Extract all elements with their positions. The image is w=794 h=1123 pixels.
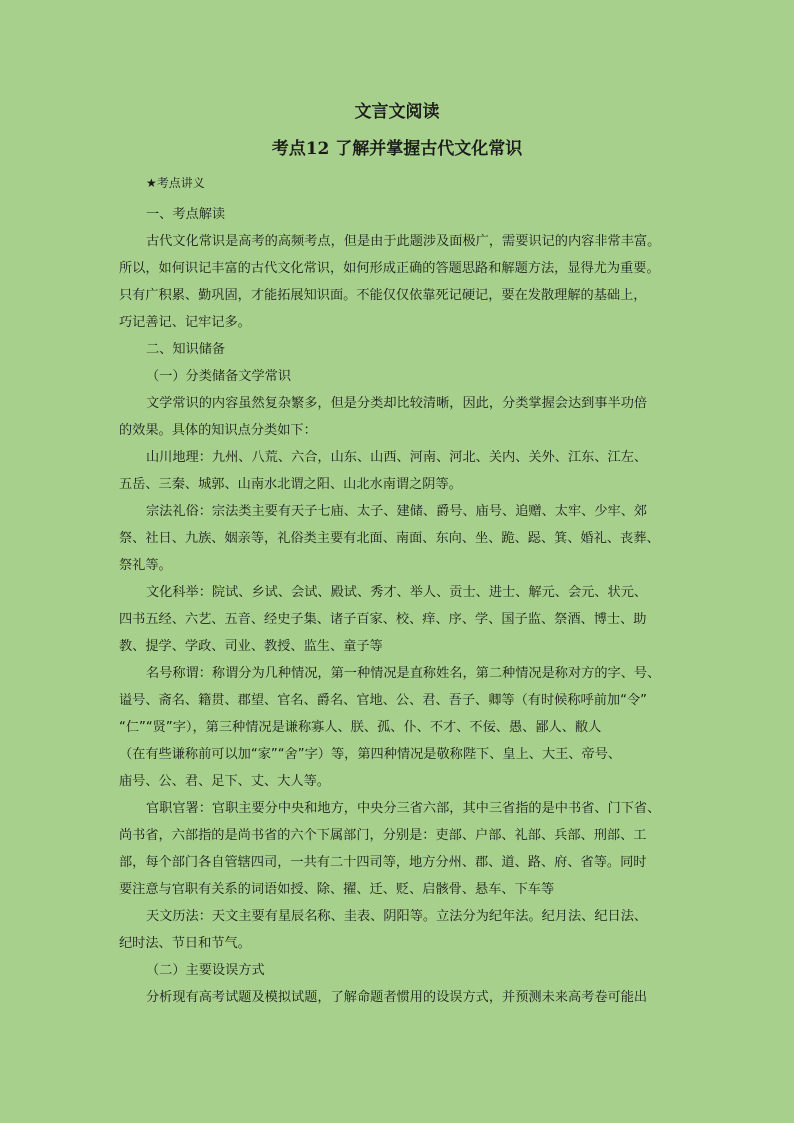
paragraph-line: 庙号、公、君、足下、丈、大人等。	[119, 774, 330, 789]
paragraph-line: 巧记善记、记牢记多。	[119, 315, 251, 330]
paragraph-line: 的效果。具体的知识点分类如下：	[119, 423, 317, 438]
paragraph-line: 谥号、斋名、籍贯、郡望、官名、爵名、官地、公、君、吾子、卿等（有时候称呼前加“令”	[119, 693, 647, 708]
paragraph-line: 祭、社日、九族、姻亲等，礼俗类主要有北面、南面、东向、坐、跪、跽、箕、婚礼、丧葬、	[119, 531, 660, 546]
paragraph-line: 古代文化常识是高考的高频考点，但是由于此题涉及面极广，需要识记的内容非常丰富。	[146, 234, 661, 249]
paragraph-line: 分析现有高考试题及模拟试题，了解命题者惯用的设误方式，并预测未来高考卷可能出	[146, 990, 648, 1005]
paragraph-line: 宗法礼俗：宗法类主要有天子七庙、太子、建储、爵号、庙号、追赠、太牢、少牢、郊	[146, 504, 648, 519]
paragraph-line: 尚书省，六部指的是尚书省的六个下属部门，分别是：吏部、户部、礼部、兵部、刑部、工	[119, 828, 647, 843]
paragraph-line: 官职官署：官职主要分中央和地方，中央分三省六部，其中三省指的是中书省、门下省、	[146, 801, 661, 816]
section-marker: ★考点讲义	[146, 176, 205, 190]
paragraph-line: 文化科举：院试、乡试、会试、殿试、秀才、举人、贡士、进士、解元、会元、状元、	[146, 585, 648, 600]
paragraph-line: 教、提学、学政、司业、教授、监生、童子等	[119, 639, 383, 654]
paragraph-line: 天文历法：天文主要有星辰名称、圭表、阴阳等。立法分为纪年法。纪月法、纪日法、	[146, 909, 648, 924]
paragraph-line: 纪时法、节日和节气。	[119, 936, 251, 951]
paragraph-line: 要注意与官职有关系的词语如授、除、擢、迁、贬、启骸骨、悬车、下车等	[119, 882, 555, 897]
paragraph-line: 名号称谓：称谓分为几种情况，第一种情况是直称姓名，第二种情况是称对方的字、号、	[146, 666, 661, 681]
document-title: 文言文阅读	[354, 102, 440, 122]
paragraph-line: “仁”“贤”字），第三种情况是谦称寡人、朕、孤、仆、不才、不佞、愚、鄙人、敝人	[119, 720, 602, 735]
paragraph-line: 祭礼等。	[119, 558, 172, 573]
paragraph-line: （在有些谦称前可以加“家”“舍”字）等，第四种情况是敬称陛下、皇上、大王、帝号、	[119, 747, 622, 762]
paragraph-line: 五岳、三秦、城郭、山南水北谓之阳、山北水南谓之阴等。	[119, 477, 462, 492]
section-heading: 二、知识储备	[146, 342, 226, 357]
paragraph-line: 四书五经、六艺、五音、经史子集、诸子百家、校、痒、序、学、国子监、祭酒、博士、助	[119, 612, 647, 627]
paragraph-line: 部，每个部门各自管辖四司，一共有二十四司等，地方分州、郡、道、路、府、省等。同时	[119, 855, 647, 870]
paragraph-line: 山川地理：九州、八荒、六合，山东、山西、河南、河北、关内、关外、江东、江左、	[146, 450, 648, 465]
subsection-heading: （一）分类储备文学常识	[146, 369, 292, 384]
section-heading: 一、考点解读	[146, 207, 226, 222]
paragraph-line: 文学常识的内容虽然复杂繁多，但是分类却比较清晰，因此，分类掌握会达到事半功倍	[146, 396, 648, 411]
paragraph-line: 只有广积累、勤巩固，才能拓展知识面。不能仅仅依靠死记硬记，要在发散理解的基础上，	[119, 288, 647, 303]
paragraph-line: 所以，如何识记丰富的古代文化常识，如何形成正确的答题思路和解题方法，显得尤为重要。	[119, 261, 660, 276]
document-subtitle: 考点12 了解并掌握古代文化常识	[271, 139, 523, 159]
subsection-heading: （二）主要设误方式	[146, 963, 265, 978]
